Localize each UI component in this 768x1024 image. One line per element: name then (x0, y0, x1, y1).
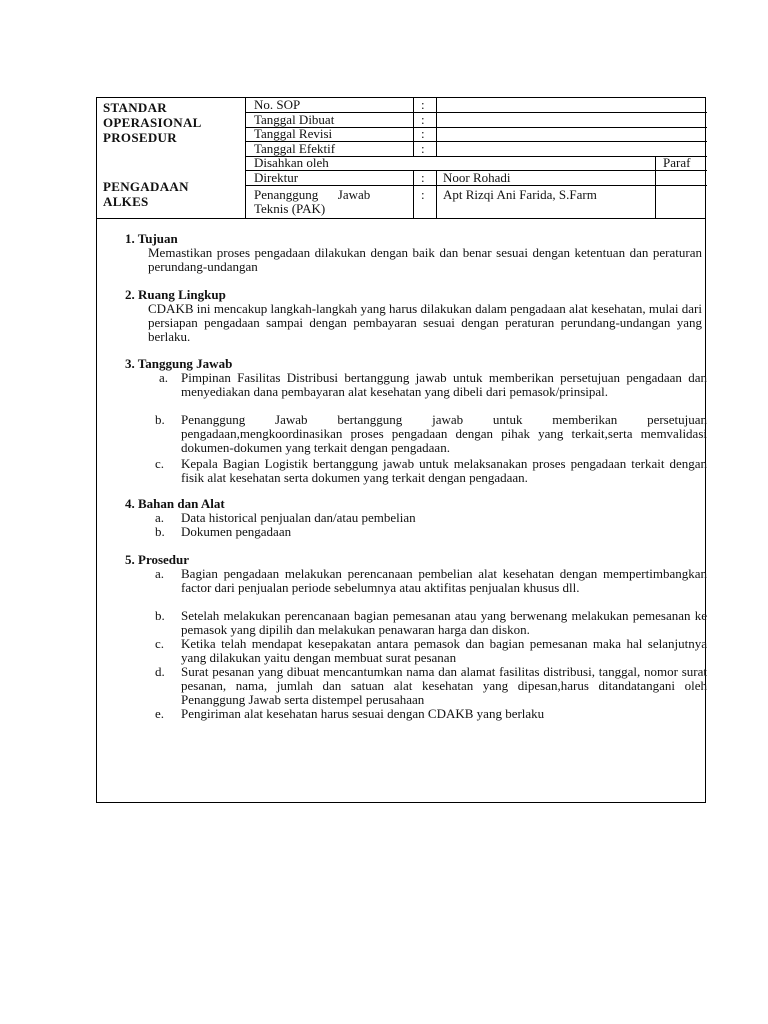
subject-line: ALKES (103, 194, 149, 209)
list-item: Surat pesanan yang dibuat mencantumkan nama dan alamat fasilitas distribusi, tanggal, nomor surat pesanan, nama, jumlah dan satuan alat kesehatan yang dipesan,harus ditandatangani oleh Penanggung Jawab serta distempel perusahaan (181, 664, 707, 707)
list-item: Kepala Bagian Logistik bertanggung jawab untuk melaksanakan proses pengadaan terkait dengan fisik alat kesehatan serta dokumen yang terkait dengan pengadaan. (181, 456, 707, 485)
list-item: Setelah melakukan perencanaan bagian pemesanan atau yang berwenang melakukan pemesanan ke pemasok yang dipilih dan melakukan penawaran harga dan diskon. (181, 608, 707, 637)
pak-label: Penanggung Jawab (254, 187, 371, 202)
list-marker: a. (155, 510, 165, 525)
section-text-tujuan: Memastikan proses pengadaan dilakukan dengan baik dan benar sesuai dengan ketentuan dan peraturan perundang-undangan (148, 245, 702, 274)
no-sop-label: No. SOP (254, 97, 301, 112)
list-item: Dokumen pengadaan (181, 524, 292, 539)
direktur-name: Noor Rohadi (443, 170, 511, 185)
sop-title (103, 100, 202, 145)
list-marker: c. (155, 456, 165, 471)
sop-subject (103, 179, 189, 209)
section-title-ruang-lingkup: 2. Ruang Lingkup (125, 287, 226, 302)
direktur-label: Direktur (254, 170, 299, 185)
list-item: Pimpinan Fasilitas Distribusi bertanggung jawab untuk memberikan persetujuan pengadaan dan menyediakan dana pembayaran alat kesehatan yang dibeli dari pemasok/prinsipal. (181, 370, 707, 399)
title-line: PROSEDUR (103, 130, 177, 145)
sop-header-table (97, 98, 705, 219)
list-marker: c. (155, 636, 165, 651)
no-sop-colon: : (421, 97, 425, 112)
subject-line: PENGADAAN (103, 179, 189, 194)
section-title-tanggung-jawab: 3. Tanggung Jawab (125, 356, 233, 371)
list-item: Penanggung Jawab bertanggung jawab untuk memberikan persetujuan pengadaan,mengkoordinasikan proses pengadaan dengan pihak yang terkait,serta memvalidasi dokumen-dokumen yang terkait dengan pengadaan. (181, 412, 707, 455)
list-item: Data historical penjualan dan/atau pembelian (181, 510, 416, 525)
tanggal-revisi-label: Tanggal Revisi (254, 126, 333, 141)
pak-label-2: Teknis (PAK) (254, 201, 326, 216)
title-line: OPERASIONAL (103, 115, 202, 130)
list-marker: d. (155, 664, 165, 679)
paraf-label: Paraf (663, 155, 691, 170)
list-marker: b. (155, 524, 165, 539)
section-title-prosedur: 5. Prosedur (125, 552, 190, 567)
section-title-bahan-alat: 4. Bahan dan Alat (125, 496, 225, 511)
list-item: Bagian pengadaan melakukan perencanaan pembelian alat kesehatan dengan mempertimbangkan factor dari penjualan periode sebelumnya atau aktifitas penjualan khusus dll. (181, 566, 707, 595)
list-marker: b. (155, 412, 165, 427)
pak-colon: : (421, 187, 425, 202)
pak-name: Apt Rizqi Ani Farida, S.Farm (443, 187, 597, 202)
disahkan-label: Disahkan oleh (254, 155, 329, 170)
list-marker: a. (155, 566, 165, 581)
list-item: Ketika telah mendapat kesepakatan antara pemasok dan bagian pemesanan maka hal selanjutnya yang dilakukan yaitu dengan membuat surat pesanan (181, 636, 707, 665)
title-line: STANDAR (103, 100, 167, 115)
list-item: Pengiriman alat kesehatan harus sesuai dengan CDAKB yang berlaku (181, 706, 545, 721)
tanggal-efektif-label: Tanggal Efektif (254, 141, 336, 156)
sop-document (96, 97, 706, 803)
direktur-colon: : (421, 170, 425, 185)
tanggal-efektif-colon: : (421, 141, 425, 156)
list-marker: b. (155, 608, 165, 623)
tanggal-revisi-colon: : (421, 126, 425, 141)
section-text-ruang-lingkup: CDAKB ini mencakup langkah-langkah yang harus dilakukan dalam pengadaan alat kesehatan, mulai dari persiapan pengadaan sampai dengan pembayaran sesuai dengan peraturan perundang-undangan yang berlaku. (148, 301, 702, 344)
list-marker: e. (155, 706, 165, 721)
tanggal-dibuat-colon: : (421, 112, 425, 127)
section-title-tujuan: 1. Tujuan (125, 231, 178, 246)
tanggal-dibuat-label: Tanggal Dibuat (254, 112, 335, 127)
list-marker: a. (159, 370, 169, 385)
